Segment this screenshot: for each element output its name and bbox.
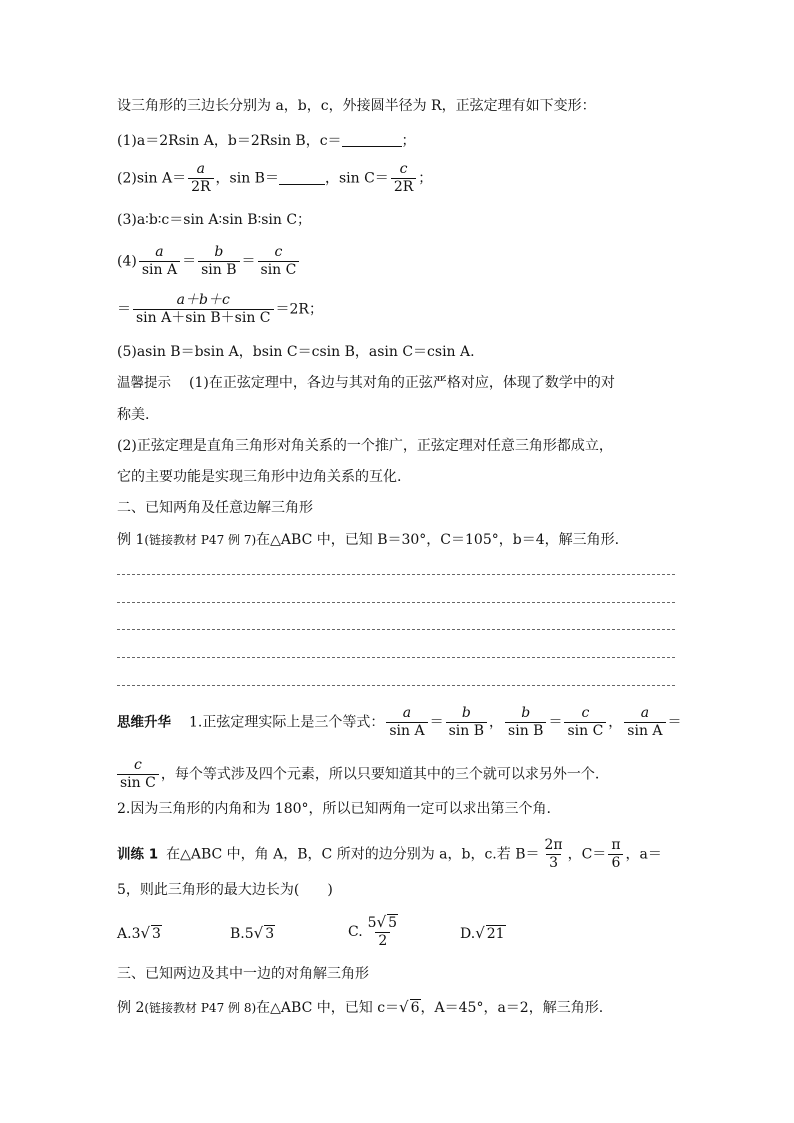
fraction — [386, 705, 427, 740]
item-end: ； — [401, 133, 416, 149]
item-text: ，sin C＝ — [324, 170, 389, 187]
equals-sign: ＝ — [241, 253, 256, 270]
denominator: sin A — [624, 722, 665, 740]
textbook-reference: (链接教材 P47 例 7) — [144, 533, 257, 547]
thinking-line-2 — [117, 757, 599, 792]
comma: ， — [489, 714, 504, 731]
example-2 — [117, 997, 603, 1018]
thinking-text: 1.正弦定理实际上是三个等式： — [189, 714, 385, 731]
denominator: sin C — [258, 261, 300, 279]
numerator: c — [399, 161, 408, 177]
fraction — [117, 757, 159, 792]
radicand: 21 — [486, 926, 505, 942]
option-label: A. — [117, 926, 132, 942]
training-text: 在△ABC 中，角 A，B，C 所对的边分别为 a，b，c.若 B＝ — [166, 846, 540, 863]
denominator: sin B — [505, 722, 546, 740]
option-b[interactable] — [230, 923, 275, 944]
sqrt-icon: √ — [376, 913, 387, 931]
equals-sign: ＝ — [667, 714, 682, 731]
example-label: 例 1 — [117, 532, 145, 548]
denominator: sin B — [446, 722, 487, 740]
numerator: b — [521, 705, 531, 721]
example-label: 例 2 — [117, 1000, 145, 1016]
section-heading-3: 三、已知两边及其中一边的对角解三角形 — [117, 966, 369, 982]
option-label: D. — [460, 926, 476, 942]
answer-line[interactable] — [117, 602, 675, 603]
denominator: sin A — [139, 261, 180, 279]
training-text: ，a＝ — [625, 846, 662, 863]
comma: ， — [608, 714, 623, 731]
fraction — [198, 244, 239, 279]
formula-item-4-continued — [117, 292, 323, 327]
thinking-text: ，每个等式涉及四个元素，所以只要知道其中的三个就可以求另外一个. — [160, 766, 600, 783]
fraction — [624, 705, 665, 740]
thinking-line-1 — [117, 705, 682, 740]
tip-line-3: (2)正弦定理是直角三角形对角关系的一个推广，正弦定理对任意三角形都成立， — [117, 438, 613, 454]
numerator: a — [196, 161, 205, 177]
thinking-line-3: 2.因为三角形的内角和为 180°，所以已知两角一定可以求出第三个角. — [117, 801, 551, 817]
item-end: ＝2R； — [275, 301, 323, 318]
numerator: c — [581, 705, 590, 721]
sqrt-icon: √ — [253, 924, 264, 942]
fraction — [446, 705, 487, 740]
denominator: 2R — [188, 178, 213, 196]
training-text: ，C＝ — [567, 846, 607, 863]
formula-item-5: (5)asin B＝bsin A，bsin C＝csin B，asin C＝csin A. — [117, 344, 475, 360]
equals-sign: ＝ — [117, 301, 131, 318]
formula-item-3: (3)a∶b∶c＝sin A∶sin B∶sin C； — [117, 212, 312, 228]
option-c[interactable] — [348, 914, 403, 950]
answer-line[interactable] — [117, 629, 675, 630]
fraction — [133, 292, 274, 327]
item-prefix: (4) — [117, 253, 137, 270]
numerator: c — [274, 244, 283, 260]
tip-label: 温馨提示 — [117, 375, 171, 391]
formula-item-4 — [117, 244, 301, 279]
radicand: 3 — [152, 926, 161, 942]
fraction — [608, 837, 623, 872]
fraction — [139, 244, 180, 279]
option-a[interactable] — [117, 923, 162, 944]
example-text: ，A＝45°，a＝2，解三角形. — [420, 1000, 604, 1016]
example-text: 在△ABC 中，已知 c＝ — [256, 1000, 400, 1016]
answer-line[interactable] — [117, 685, 675, 686]
option-coefficient: 3 — [131, 926, 141, 942]
example-1 — [117, 530, 619, 550]
training-1-line-2: 5，则此三角形的最大边长为( ) — [117, 882, 333, 898]
item-prefix: (2) — [117, 170, 137, 187]
sqrt-icon: √ — [140, 924, 151, 942]
numerator: a — [402, 705, 412, 721]
equals-sign: ＝ — [182, 253, 197, 270]
option-coefficient: 5 — [244, 926, 254, 942]
numerator: b — [214, 244, 224, 260]
sqrt-icon: √ — [475, 924, 485, 942]
fraction — [505, 705, 546, 740]
denominator: 3 — [546, 854, 561, 872]
fraction — [188, 161, 213, 196]
item-prefix: (1) — [117, 133, 137, 149]
numerator: a — [155, 244, 164, 260]
numerator: c — [134, 757, 142, 773]
training-label: 训练 1 — [117, 846, 159, 863]
numerator: b — [461, 705, 471, 721]
answer-line[interactable] — [117, 574, 675, 575]
denominator: 6 — [608, 854, 623, 872]
answer-blank[interactable] — [279, 170, 325, 185]
equals-sign: ＝ — [429, 714, 444, 731]
answer-blank[interactable] — [342, 132, 402, 147]
example-text: 在△ABC 中，已知 B＝30°，C＝105°，b＝4，解三角形. — [256, 532, 620, 548]
numerator: a＋b＋c — [176, 292, 230, 308]
item-text: sin A＝ — [136, 170, 187, 187]
denominator: 2 — [375, 932, 390, 950]
section-heading-2: 二、已知两角及任意边解三角形 — [117, 500, 313, 516]
fraction — [258, 244, 300, 279]
item-text: ，sin B＝ — [215, 170, 279, 187]
intro-text: 设三角形的三边长分别为 a，b，c，外接圆半径为 R，正弦定理有如下变形： — [117, 98, 596, 114]
denominator: sin C — [564, 722, 606, 740]
numerator: a — [640, 705, 650, 721]
formula-item-1 — [117, 131, 416, 151]
tip-text: (1)在正弦定理中，各边与其对角的正弦严格对应，体现了数学中的对 — [189, 375, 615, 391]
denominator: 2R — [391, 178, 416, 196]
option-label: C. — [348, 924, 363, 940]
fraction — [391, 161, 416, 196]
item-text: a＝2Rsin A，b＝2Rsin B，c＝ — [136, 133, 342, 149]
tip-line-4: 它的主要功能是实现三角形中边角关系的互化. — [117, 469, 402, 485]
textbook-reference: (链接教材 P47 例 8) — [144, 1001, 257, 1015]
denominator: sin C — [117, 774, 159, 792]
fraction — [541, 837, 565, 872]
denominator: sin A＋sin B＋sin C — [133, 309, 274, 327]
item-end: ； — [418, 170, 433, 187]
radicand: 5 — [388, 915, 398, 931]
fraction — [365, 914, 401, 950]
thinking-label: 思维升华 — [117, 714, 171, 731]
training-1 — [117, 837, 662, 872]
tip-line-2: 称美. — [117, 407, 150, 423]
fraction — [564, 705, 606, 740]
denominator: sin A — [386, 722, 427, 740]
option-d[interactable] — [460, 923, 506, 944]
answer-line[interactable] — [117, 657, 675, 658]
equals-sign: ＝ — [548, 714, 563, 731]
numerator — [365, 914, 401, 932]
denominator: sin B — [198, 261, 239, 279]
option-label: B. — [230, 926, 245, 942]
option-coefficient: 5 — [367, 915, 377, 931]
tip-line-1 — [117, 373, 615, 393]
radicand: 3 — [265, 926, 275, 942]
formula-item-2 — [117, 161, 432, 196]
sqrt-icon: √ — [399, 998, 409, 1016]
numerator: 2π — [544, 837, 563, 853]
radicand: 6 — [410, 1000, 420, 1016]
numerator: π — [611, 837, 621, 853]
